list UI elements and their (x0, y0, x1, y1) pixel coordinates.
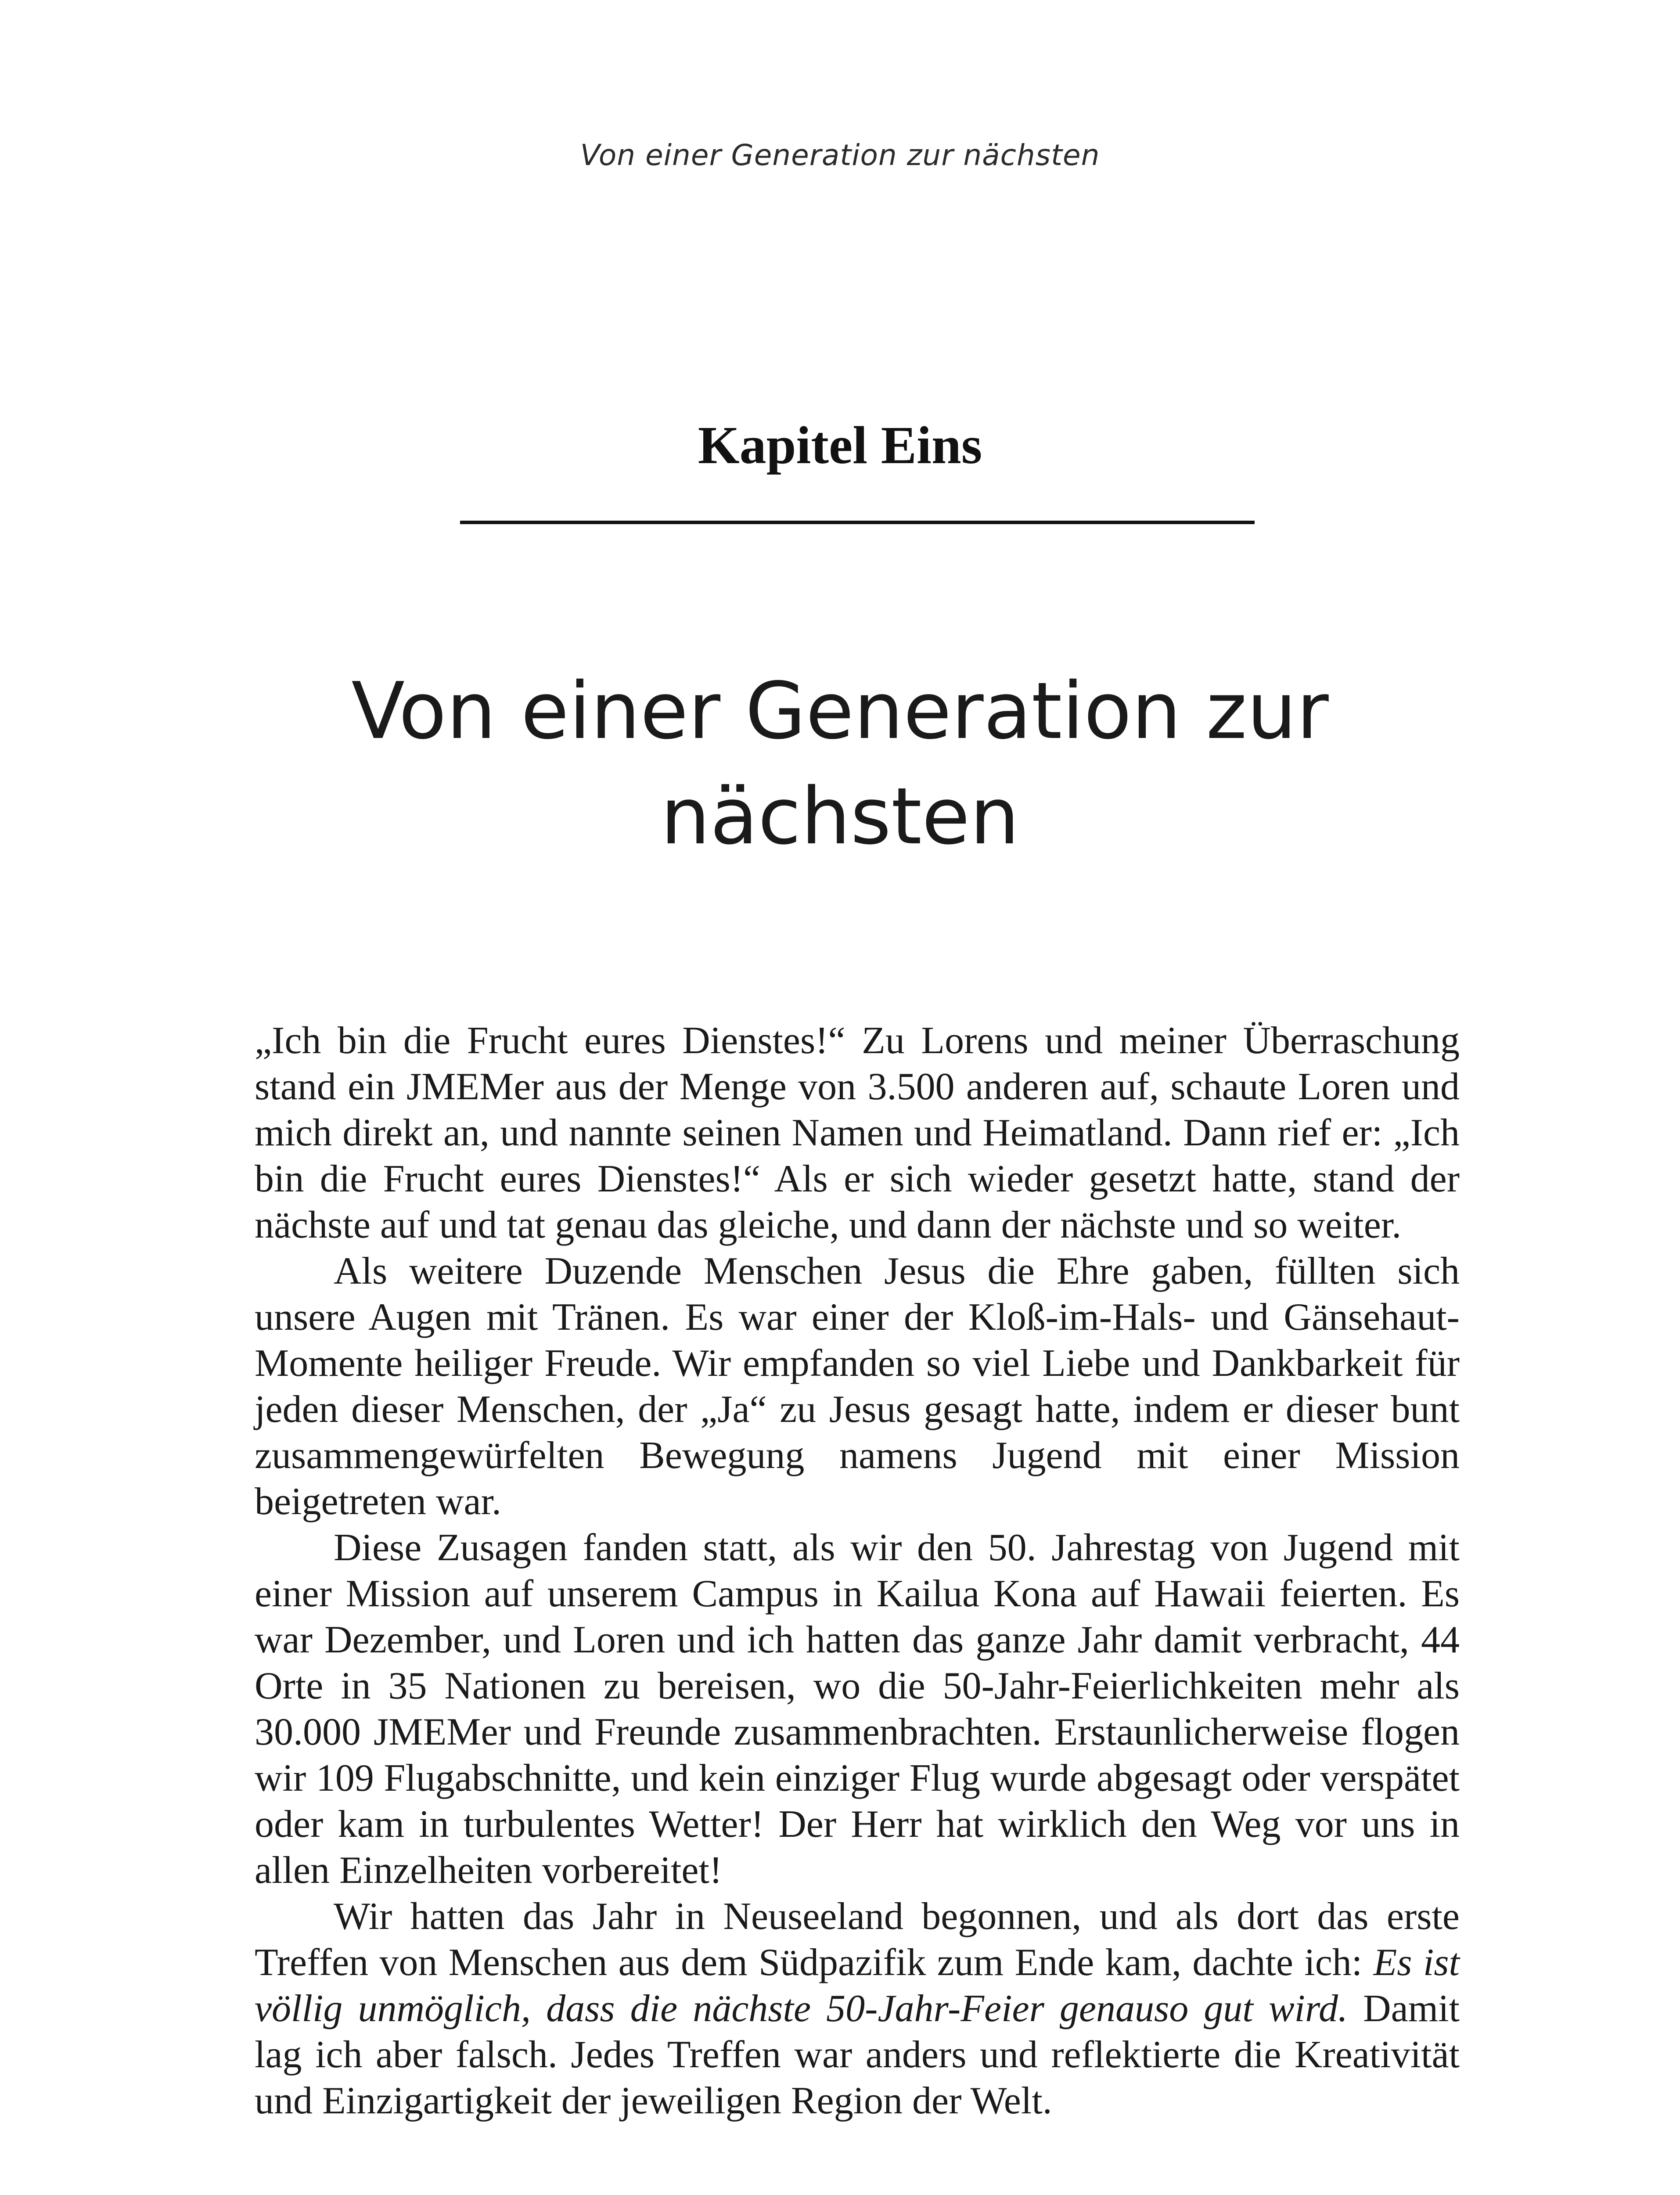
chapter-divider (460, 521, 1255, 524)
paragraph-1: „Ich bin die Frucht eures Dienstes!“ Zu Lorens und meiner Überraschung stand ein JMEMer aus der Menge von 3.500 anderen auf, schaute Loren und mich direkt an, und nannte seinen Namen und Heimatland. Dann rief er: „Ich bin die Frucht eures Dienstes!“ Als er sich wieder gesetzt hatte, stand der nächste auf und tat genau das gleiche, und dann der nächste und so weiter. (255, 1019, 1460, 1246)
chapter-label: Kapitel Eins (698, 416, 982, 475)
body-text (255, 1018, 1460, 2124)
running-header: Von einer Generation zur nächsten (580, 138, 1100, 172)
paragraph-4-start: Wir hatten das Jahr in Neuseeland begonnen, und als dort das erste Treffen von Menschen aus dem Südpazifik zum Ende kam, dachte ich: (255, 1895, 1460, 1984)
chapter-title: Von einer Generation zur nächsten (351, 666, 1329, 862)
paragraph-2: Als weitere Duzende Menschen Jesus die Ehre gaben, füllten sich unsere Augen mit Tränen. Es war einer der Kloß-im-Hals- und Gänsehaut-Momente heiliger Freude. Wir empfanden so viel Liebe und Dankbarkeit für jeden dieser Menschen, der „Ja“ zu Jesus gesagt hatte, indem er dieser bunt zusammengewürfelten Bewegung namens Jugend mit einer Mission beigetreten war. (255, 1250, 1460, 1523)
paragraph-4-italic: Es ist völlig unmöglich, dass die nächste 50-Jahr-Feier genauso gut wird. (255, 1941, 1460, 2030)
paragraph-3: Diese Zusagen fanden statt, als wir den 50. Jahrestag von Jugend mit einer Mission auf unserem Campus in Kailua Kona auf Hawaii feierten. Es war Dezember, und Loren und ich hatten das ganze Jahr damit verbracht, 44 Orte in 35 Nationen zu bereisen, wo die 50-Jahr-Feierlichkeiten mehr als 30.000 JMEMer und Freunde zusammenbrachten. Erstaunlicherweise flogen wir 109 Flugabschnitte, und kein einziger Flug wurde abgesagt oder verspätet oder kam in turbulentes Wetter! Der Herr hat wirklich den Weg vor uns in allen Einzelheiten vorbereitet! (255, 1526, 1460, 1892)
paragraph-4-end: Damit lag ich aber falsch. Jedes Treffen war anders und reflektierte die Kreativität und Einzigartigkeit der jeweiligen Region der Welt. (255, 1987, 1460, 2122)
paragraph-4 (255, 1893, 1460, 2124)
